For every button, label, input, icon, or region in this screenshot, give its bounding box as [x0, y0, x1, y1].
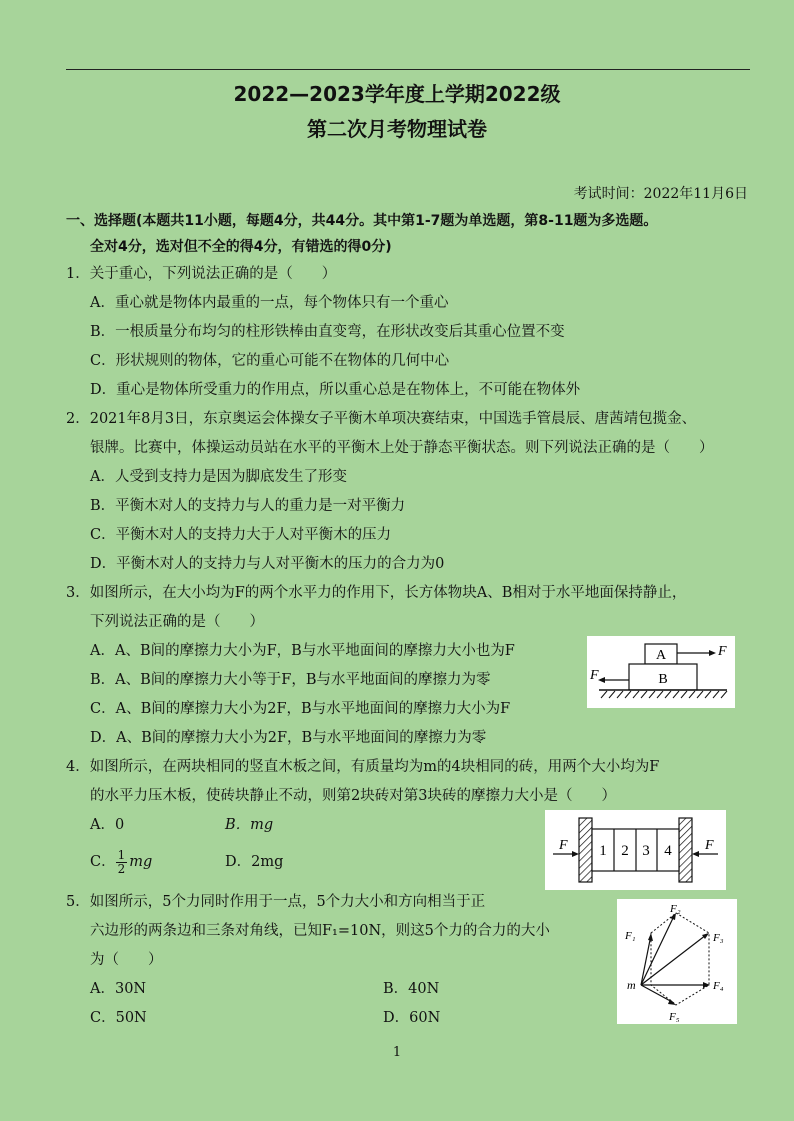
q3-option-b: B．A、B间的摩擦力大小等于F，B与水平地面间的摩擦力为零	[90, 672, 491, 688]
q5-stem-line1: 5．如图所示，5个力同时作用于一点，5个力大小和方向相当于正	[66, 894, 486, 910]
point-m-label: m	[627, 978, 636, 992]
f1-label: F₁	[625, 930, 636, 942]
one-half-fraction	[116, 849, 128, 876]
q5-option-b: B．40N	[383, 981, 440, 997]
fraction-denominator: 2	[117, 861, 126, 876]
q2-stem-line1: 2．2021年8月3日，东京奥运会体操女子平衡木单项决赛结束，中国选手管晨辰、唐茜靖包揽金、	[66, 411, 697, 427]
q3-option-a: A．A、B间的摩擦力大小为F，B与水平地面间的摩擦力大小也为F	[90, 643, 515, 659]
q3-stem-line2: 下列说法正确的是（ ）	[90, 614, 264, 630]
q4-option-c-tail: mg	[129, 854, 153, 870]
q5-stem-line2: 六边形的两条边和三条对角线，已知F₁=10N，则这5个力的合力的大小	[90, 923, 550, 939]
q4-stem-line1: 4．如图所示，在两块相同的竖直木板之间，有质量均为m的4块相同的砖，用两个大小均为F	[66, 759, 660, 775]
f5-label: F₅	[669, 1011, 680, 1023]
section-heading-line1: 一、选择题(本题共11小题，每题4分，共44分。其中第1-7题为单选题，第8-11题为多选题。	[66, 213, 658, 229]
block-a-label: A	[655, 648, 667, 663]
exam-subtitle: 第二次月考物理试卷	[307, 117, 487, 141]
force-label-left: F	[590, 668, 599, 683]
q4-option-c	[90, 844, 152, 880]
q3-figure	[587, 636, 735, 708]
page-number: 1	[392, 1045, 402, 1060]
brick-1-label: 1	[599, 843, 607, 859]
q4-option-d: D．2mg	[225, 854, 284, 870]
q5-option-a: A．30N	[90, 981, 147, 997]
right-board	[679, 818, 692, 882]
q4-stem-line2: 的水平力压木板，使砖块静止不动，则第2块砖对第3块砖的摩擦力大小是（ ）	[90, 788, 616, 804]
left-board	[579, 818, 592, 882]
q4-figure	[545, 810, 726, 890]
force-label-right: F	[705, 838, 714, 853]
q5-stem-line3: 为（ ）	[90, 952, 163, 968]
exam-title: 2022—2023学年度上学期2022级	[233, 82, 561, 106]
q2-option-d: D．平衡木对人的支持力与人对平衡木的压力的合力为0	[90, 556, 445, 572]
q1-option-d: D．重心是物体所受重力的作用点，所以重心总是在物体上，不可能在物体外	[90, 382, 581, 398]
q4-option-a: A．0	[90, 817, 125, 833]
q2-option-c: C．平衡木对人的支持力大于人对平衡木的压力	[90, 527, 392, 543]
q4-option-c-label: C．	[90, 854, 116, 870]
q1-option-a: A．重心就是物体内最重的一点，每个物体只有一个重心	[90, 295, 449, 311]
q2-option-a: A．人受到支持力是因为脚底发生了形变	[90, 469, 347, 485]
q2-stem-line2: 银牌。比赛中，体操运动员站在水平的平衡木上处于静态平衡状态。则下列说法正确的是（ ）	[90, 440, 714, 456]
q1-option-b: B．一根质量分布均匀的柱形铁棒由直变弯，在形状改变后其重心位置不变	[90, 324, 565, 340]
f4-label: F₄	[713, 980, 724, 992]
q1-option-c: C．形状规则的物体，它的重心可能不在物体的几何中心	[90, 353, 450, 369]
brick-2-label: 2	[621, 843, 629, 859]
brick-4-label: 4	[664, 843, 672, 859]
q5-option-c: C．50N	[90, 1010, 147, 1026]
hexagon-outline	[651, 913, 709, 1005]
f3-label: F₃	[713, 932, 724, 944]
ground-hatch	[601, 691, 727, 698]
q5-figure	[617, 899, 737, 1024]
brick-3-label: 3	[642, 843, 650, 859]
section-heading-line2: 全对4分，选对但不全的得4分，有错选的得0分)	[90, 239, 392, 255]
q4-option-b: B．mg	[225, 817, 274, 833]
block-b-label: B	[658, 672, 668, 687]
q2-option-b: B．平衡木对人的支持力与人的重力是一对平衡力	[90, 498, 406, 514]
q5-option-d: D．60N	[383, 1010, 441, 1026]
q3-stem-line1: 3．如图所示，在大小均为F的两个水平力的作用下，长方体物块A、B相对于水平地面保持静止，	[66, 585, 687, 601]
header-rule	[66, 69, 750, 70]
q1-stem: 1．关于重心，下列说法正确的是（ ）	[66, 266, 337, 282]
fraction-numerator: 1	[117, 847, 126, 862]
exam-time: 考试时间：2022年11月6日	[573, 186, 748, 202]
f2-label: F₂	[670, 903, 681, 915]
q3-option-c: C．A、B间的摩擦力大小为2F，B与水平地面间的摩擦力大小为F	[90, 701, 511, 717]
force-label-right: F	[718, 644, 727, 659]
q3-option-d: D．A、B间的摩擦力大小为2F，B与水平地面间的摩擦力为零	[90, 730, 487, 746]
force-vectors	[641, 916, 706, 1003]
force-label-left: F	[559, 838, 568, 853]
